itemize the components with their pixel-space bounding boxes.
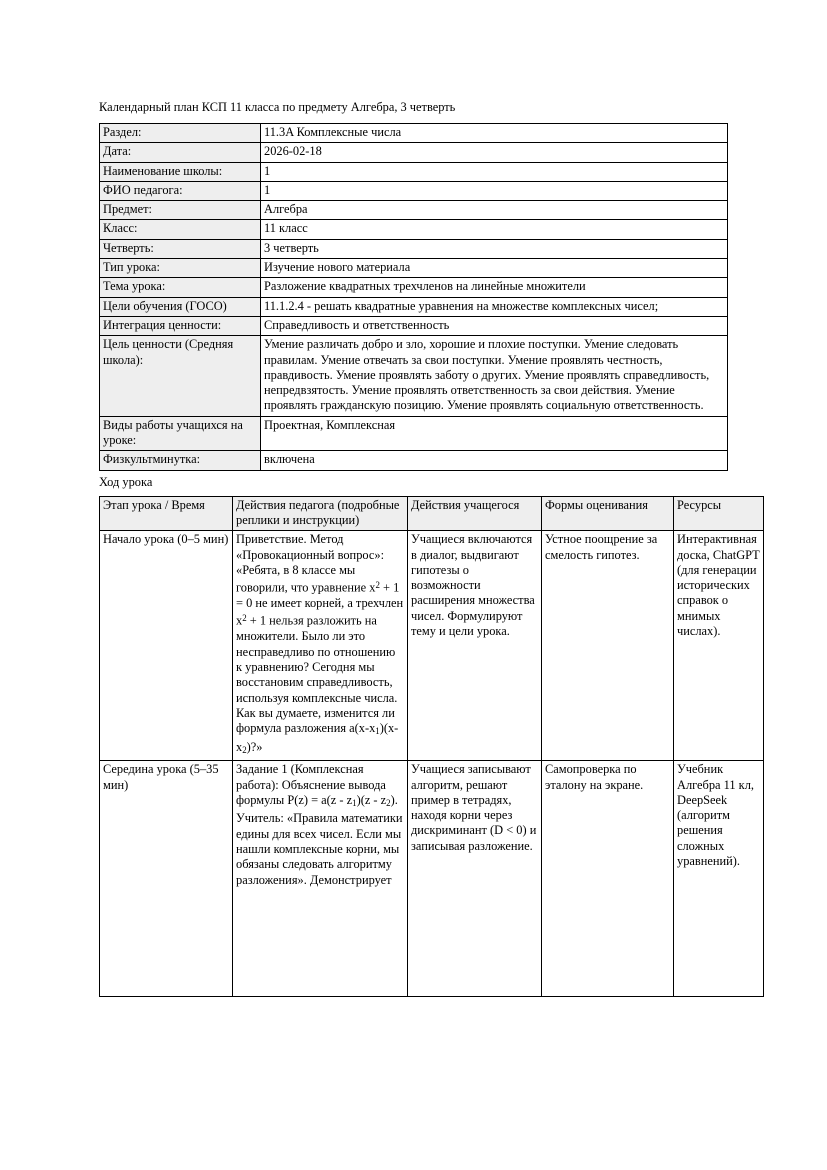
table-row — [100, 124, 728, 143]
column-header-student-actions: Действия учащегося — [408, 496, 542, 531]
info-label-work-types: Виды работы учащихся на уроке: — [100, 416, 261, 451]
info-value-teacher: 1 — [261, 181, 728, 200]
table-row — [100, 531, 764, 761]
teacher-text-part-1: Задание 1 (Комплексная работа): Объяснение вывода формулы P(z) = a(z - z — [236, 762, 386, 807]
table-row — [100, 201, 728, 220]
cell-student-actions-start: Учащиеся включаются в диалог, выдвигают гипотезы о возможности расширения множества чисел. Формулируют тему и цели урока. — [408, 531, 542, 761]
cell-assessment-middle — [542, 761, 674, 997]
info-label-data: Дата: — [100, 143, 261, 162]
cell-teacher-actions-middle — [233, 761, 408, 997]
info-value-data: 2026-02-18 — [261, 143, 728, 162]
info-label-quarter: Четверть: — [100, 239, 261, 258]
lesson-flow-table — [99, 496, 764, 998]
lesson-info-body — [100, 124, 728, 471]
cell-stage-middle — [100, 761, 233, 997]
info-value-lesson-topic: Разложение квадратных трехчленов на линейные множители — [261, 278, 728, 297]
info-value-subject: Алгебра — [261, 201, 728, 220]
info-label-goals: Цели обучения (ГОСО) — [100, 297, 261, 316]
cell-assessment-start: Устное поощрение за смелость гипотез. — [542, 531, 674, 761]
info-label-lesson-topic: Тема урока: — [100, 278, 261, 297]
teacher-text-part-4: )(x-x — [236, 721, 399, 754]
info-label-physical-break: Физкультминутка: — [100, 451, 261, 470]
column-header-stage: Этап урока / Время — [100, 496, 233, 531]
cell-text: Учебник Алгебра 11 кл, DeepSeek (алгоритм решения сложных уравнений). — [677, 762, 754, 869]
info-label-value-integration: Интеграция ценности: — [100, 316, 261, 335]
info-label-razdel: Раздел: — [100, 124, 261, 143]
table-row — [100, 181, 728, 200]
info-value-quarter: 3 четверть — [261, 239, 728, 258]
cell-student-actions-middle — [408, 761, 542, 997]
cell-text: Самопроверка по эталону на экране. — [545, 762, 644, 792]
table-row — [100, 316, 728, 335]
info-value-value-integration: Справедливость и ответственность — [261, 316, 728, 335]
lesson-flow-head — [100, 496, 764, 531]
info-value-razdel: 11.3A Комплексные числа — [261, 124, 728, 143]
teacher-text-part-3: ). Учитель: «Правила математики едины для всех чисел. Если мы нашли комплексные корни, мы обязаны следовать алгоритму разложения». Демонстрирует — [236, 792, 403, 887]
column-header-resources: Ресурсы — [674, 496, 764, 531]
info-label-value-goal: Цель ценности (Средняя школа): — [100, 336, 261, 416]
page-title: Календарный план КСП 11 класса по предмету Алгебра, 3 четверть — [99, 100, 456, 114]
cell-text — [236, 762, 404, 888]
info-value-value-goal: Умение различать добро и зло, хорошие и плохие поступки. Умение следовать правилам. Умение отвечать за свои поступки. Умение проявлять честность, правдивость. Умение проявлять заботу о других. Умение проявлять справедливость, непредвзятость. Умение проявлять ответственность за свои действия. Умение проявлять гражданскую позицию. Умение проявлять социальную ответственность. — [261, 336, 728, 416]
subscript-1: 1 — [375, 726, 380, 737]
info-label-school: Наименование школы: — [100, 162, 261, 181]
table-row — [100, 416, 728, 451]
exponent-1: 2 — [375, 580, 380, 591]
table-row — [100, 336, 728, 416]
table-row — [100, 259, 728, 278]
info-value-goals: 11.1.2.4 - решать квадратные уравнения на множестве комплексных чисел; — [261, 297, 728, 316]
table-row — [100, 297, 728, 316]
teacher-text-part-2: )(z - z — [356, 792, 387, 807]
table-row — [100, 143, 728, 162]
table-row — [100, 761, 764, 997]
table-header-row — [100, 496, 764, 531]
table-row — [100, 220, 728, 239]
document-content — [99, 99, 760, 997]
subscript-2: 2 — [386, 798, 391, 809]
info-value-work-types: Проектная, Комплексная — [261, 416, 728, 451]
teacher-text-part-5: )?» — [246, 739, 263, 754]
column-header-teacher-actions: Действия педагога (подробные реплики и инструкции) — [233, 496, 408, 531]
info-label-teacher: ФИО педагога: — [100, 181, 261, 200]
column-header-assessment-forms: Формы оценивания — [542, 496, 674, 531]
info-value-lesson-type: Изучение нового материала — [261, 259, 728, 278]
info-label-subject: Предмет: — [100, 201, 261, 220]
cell-stage-start: Начало урока (0–5 мин) — [100, 531, 233, 761]
teacher-text-part-1: Приветствие. Метод «Провокационный вопрос»: «Ребята, в 8 классе мы говорили, что уравнение x — [236, 532, 385, 595]
section-heading-lesson-flow: Ход урока — [99, 474, 153, 489]
table-row — [100, 278, 728, 297]
info-label-lesson-type: Тип урока: — [100, 259, 261, 278]
table-row — [100, 239, 728, 258]
lesson-info-table — [99, 123, 728, 471]
cell-text — [236, 532, 404, 758]
subscript-2: 2 — [242, 745, 247, 755]
info-value-school: 1 — [261, 162, 728, 181]
lesson-flow-body — [100, 531, 764, 997]
cell-teacher-actions-start — [233, 531, 408, 761]
info-value-physical-break: включена — [261, 451, 728, 470]
info-label-class: Класс: — [100, 220, 261, 239]
info-value-class: 11 класс — [261, 220, 728, 239]
cell-text: Учащиеся записывают алгоритм, решают пример в тетрадях, находя корни через дискриминант (D < 0) и записывая разложение. — [411, 762, 537, 853]
exponent-2: 2 — [242, 613, 247, 624]
teacher-text-part-3: + 1 нельзя разложить на множители. Было ли это несправедливо по отношению к уравнению? Сегодня мы восстановим справедливость, используя комплексные числа. Как вы думаете, изменится ли формула разложения a(x-x — [236, 614, 398, 736]
cell-resources-start: Интерактивная доска, ChatGPT (для генерации исторических справок о мнимых числах). — [674, 531, 764, 761]
cell-resources-middle — [674, 761, 764, 997]
cell-text: Середина урока (5–35 мин) — [103, 762, 219, 792]
table-row — [100, 451, 728, 470]
subscript-1: 1 — [352, 798, 357, 809]
table-row — [100, 162, 728, 181]
teacher-text-part-2: + 1 = 0 не имеет корней, а трехчлен x — [236, 580, 404, 629]
